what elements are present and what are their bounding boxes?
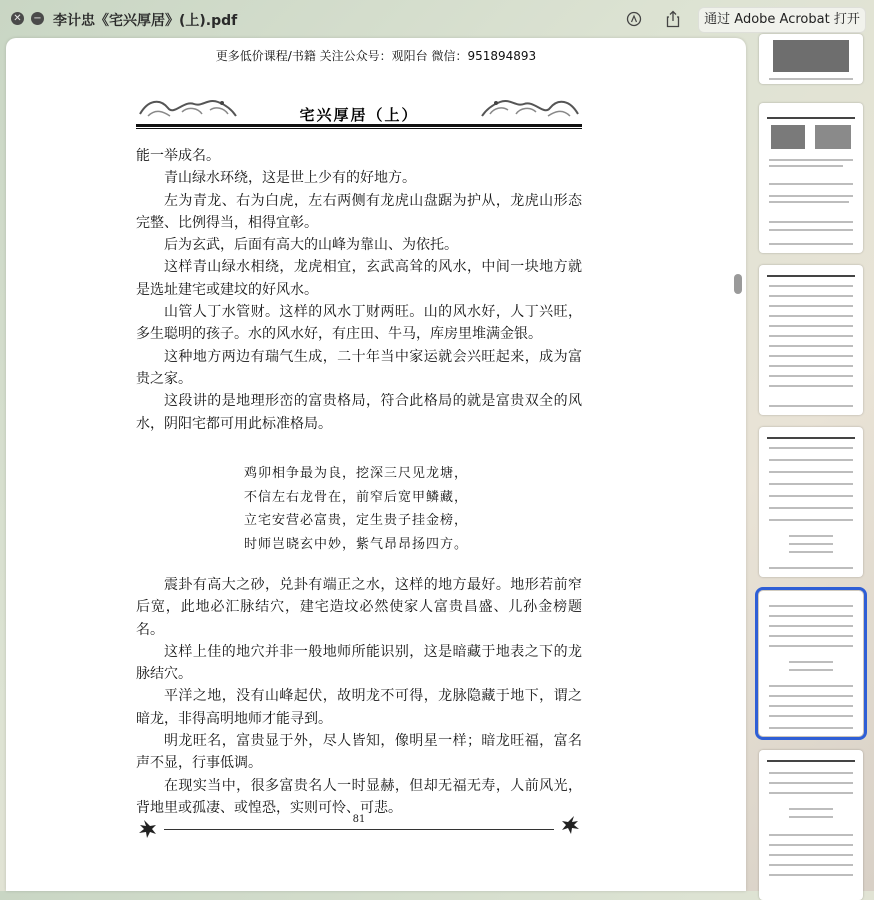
page-footer	[136, 814, 582, 840]
promo-header: 更多低价课程/书籍 关注公众号：观阳台 微信：951894893	[215, 49, 537, 63]
paragraph: 青山绿水环绕，这是世上少有的好地方。	[164, 170, 416, 187]
body-text-continued	[136, 574, 582, 819]
footer-rule	[164, 829, 554, 830]
page-thumbnail[interactable]	[759, 427, 863, 577]
window-title: 李计忠《宅兴厚居》(上).pdf	[53, 13, 238, 29]
paragraph: 这段讲的是地理形峦的富贵格局，符合此格局的就是富贵双全的风水，阴阳宅都可用此标准格局。	[136, 393, 582, 432]
page-thumbnail[interactable]	[759, 750, 863, 900]
poem-line: 立宅安营必富贵，定生贵子挂金榜，	[244, 513, 469, 528]
paragraph: 震卦有高大之砂，兑卦有端正之水，这样的地方最好。地形若前窄后宽，此地必汇脉结穴，建宅造坟必然使家人富贵昌盛、儿孙金榜题名。	[136, 577, 582, 638]
markup-icon[interactable]	[623, 8, 645, 30]
paragraph: 能一举成名。	[136, 148, 220, 164]
pdf-page[interactable]	[6, 38, 746, 891]
paragraph: 这样青山绿水相绕，龙虎相宜，玄武高耸的风水，中间一块地方就是选址建宅或建坟的好风水。	[136, 259, 582, 298]
page-thumbnail[interactable]	[759, 265, 863, 415]
paragraph: 山管人丁水管财。这样的风水丁财两旺。山的风水好，人丁兴旺，多生聪明的孩子。水的风水好，有庄田、牛马，库房里堆满金银。	[136, 304, 582, 343]
open-in-acrobat-button[interactable]: 通过 Adobe Acrobat 打开	[698, 7, 866, 33]
share-icon[interactable]	[662, 8, 684, 30]
header-rule-thin	[136, 128, 582, 129]
header-rule	[136, 124, 582, 127]
poem-block	[244, 462, 468, 556]
paragraph: 左为青龙、右为白虎，左右两侧有龙虎山盘踞为护从，龙虎山形态完整、比例得当，相得宜彰。	[136, 192, 582, 231]
chapter-title: 宅兴厚居（上）	[299, 106, 419, 124]
poem-line: 不信左右龙骨在，前窄后宽甲鳞藏，	[244, 489, 469, 505]
poem-line: 鸡卯相争最为良，挖深三尺见龙塘，	[244, 466, 469, 481]
body-text	[136, 145, 582, 435]
paragraph: 明龙旺名，富贵显于外，尽人皆知，像明星一样；暗龙旺福，富名声不显，行事低调。	[136, 733, 582, 772]
paragraph: 后为玄武，后面有高大的山峰为靠山、为依托。	[164, 237, 458, 254]
scrollbar-thumb[interactable]	[734, 274, 742, 294]
close-icon[interactable]: ✕	[11, 12, 24, 25]
thumbnail-sidebar[interactable]	[752, 38, 874, 891]
chapter-header	[136, 94, 582, 130]
poem-line: 时师岂晓玄中妙，紫气昂昂扬四方。	[244, 536, 469, 552]
page-number: 81	[352, 814, 366, 825]
paragraph: 在现实当中，很多富贵名人一时显赫，但却无福无寿，人前风光，背地里或孤凄、或惶恐，实则可怜、可悲。	[136, 777, 582, 816]
title-bar	[0, 0, 874, 38]
page-thumbnail[interactable]	[759, 103, 863, 253]
page-thumbnail[interactable]	[759, 34, 863, 84]
minimize-icon[interactable]: −	[31, 12, 44, 25]
paragraph: 这样上佳的地穴并非一般地师所能识别，这是暗藏于地表之下的龙脉结穴。	[136, 643, 582, 683]
page-thumbnail-selected[interactable]	[759, 591, 863, 736]
paragraph: 这种地方两边有瑞气生成，二十年当中家运就会兴旺起来，成为富贵之家。	[136, 348, 582, 387]
paragraph: 平洋之地，没有山峰起伏，故明龙不可得，龙脉隐藏于地下，谓之暗龙，非得高明地师才能寻到。	[136, 688, 582, 727]
